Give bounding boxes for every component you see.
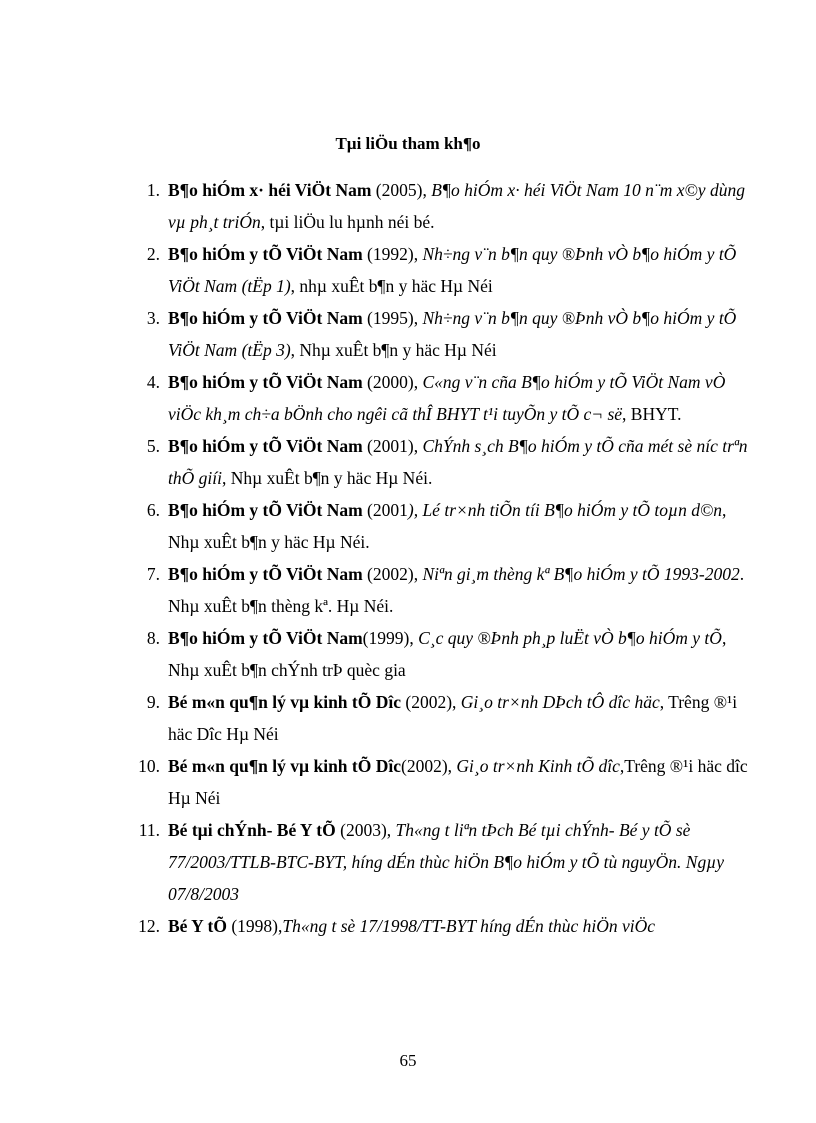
reference-work: ), Lé tr×nh tiÕn tíi B¶o hiÓm y tÕ toµn d©n <box>407 500 722 520</box>
reference-work: C¸c quy ®Þnh ph¸p luËt vÒ b¶o hiÓm y tÕ <box>418 628 722 648</box>
reference-author: Bé m«n qu¶n lý vµ kinh tÕ Dîc <box>168 756 401 776</box>
reference-number: 8. <box>146 628 160 648</box>
reference-item <box>120 366 760 430</box>
reference-rest: ,Trêng ®¹i häc dîc Hµ Néi <box>168 756 748 808</box>
reference-author: B¶o hiÓm y tÕ ViÖt Nam <box>168 628 363 648</box>
reference-author: B¶o hiÓm y tÕ ViÖt Nam <box>168 372 363 392</box>
reference-item <box>120 558 760 622</box>
reference-year: (1998), <box>226 916 283 936</box>
reference-author: Bé m«n qu¶n lý vµ kinh tÕ Dîc <box>168 692 401 712</box>
reference-work: B¶o hiÓm x· héi ViÖt Nam 10 n¨m x©y dùng vµ ph¸t triÓn <box>168 180 745 232</box>
reference-work: Nh÷ng v¨n b¶n quy ®Þnh vÒ b¶o hiÓm y tÕ ViÖt Nam (tËp 1) <box>168 244 737 296</box>
reference-number: 5. <box>146 436 160 456</box>
reference-item <box>120 622 760 686</box>
reference-year: (2005), <box>371 180 432 200</box>
reference-rest: , BHYT. <box>622 404 682 424</box>
reference-author: B¶o hiÓm y tÕ ViÖt Nam <box>168 500 363 520</box>
reference-number: 1. <box>146 180 160 200</box>
reference-year: (1999), <box>362 628 419 648</box>
reference-rest: , Nhµ xuÊt b¶n chÝnh trÞ quèc gia <box>168 628 727 680</box>
reference-year: (2000), <box>362 372 423 392</box>
reference-author: B¶o hiÓm x· héi ViÖt Nam <box>168 180 372 200</box>
reference-item <box>120 238 760 302</box>
reference-item <box>120 750 760 814</box>
reference-rest: , Nhµ xuÊt b¶n y häc Hµ Néi. <box>168 500 727 552</box>
page-title: Tµi liÖu tham kh¶o <box>335 134 481 153</box>
reference-number: 2. <box>146 244 160 264</box>
reference-rest: , Trêng ®¹i häc Dîc Hµ Néi <box>168 692 738 744</box>
reference-rest: , Nhµ xuÊt b¶n y häc Hµ Néi <box>290 340 497 360</box>
reference-work: Gi¸o tr×nh Kinh tÕ dîc <box>456 756 620 776</box>
page-number: 65 <box>399 1051 417 1070</box>
reference-rest: , nhµ xuÊt b¶n y häc Hµ Néi <box>290 276 493 296</box>
reference-work: ChÝnh s¸ch B¶o hiÓm y tÕ cña mét sè níc trªn thÕ giíi <box>168 436 748 488</box>
reference-rest: . Nhµ xuÊt b¶n thèng kª. Hµ Néi. <box>168 564 745 616</box>
reference-year: (1995), <box>362 308 423 328</box>
reference-item <box>120 174 760 238</box>
reference-number: 4. <box>146 372 160 392</box>
reference-item <box>120 494 760 558</box>
reference-year: (2003), <box>335 820 396 840</box>
reference-item <box>120 814 760 910</box>
reference-work: Th«ng t liªn tÞch Bé tµi chÝnh- Bé y tÕ sè 77/2003/TTLB-BTC-BYT, híng dÉn thùc hiÖn B¶o hiÓm y tÕ tù nguyÖn. Ngµy 07/8/2003 <box>168 820 725 904</box>
reference-work: Gi¸o tr×nh DÞch tÔ dîc häc <box>460 692 660 712</box>
reference-author: Bé tµi chÝnh- Bé Y tÕ <box>168 820 336 840</box>
reference-author: B¶o hiÓm y tÕ ViÖt Nam <box>168 564 363 584</box>
reference-number: 11. <box>138 820 160 840</box>
reference-number: 6. <box>146 500 160 520</box>
reference-number: 12. <box>138 916 160 936</box>
reference-rest: , Nhµ xuÊt b¶n y häc Hµ Néi. <box>221 468 433 488</box>
reference-author: B¶o hiÓm y tÕ ViÖt Nam <box>168 436 363 456</box>
reference-item <box>120 910 760 942</box>
reference-number: 3. <box>146 308 160 328</box>
reference-item <box>120 686 760 750</box>
reference-item <box>120 302 760 366</box>
reference-number: 9. <box>146 692 160 712</box>
reference-author: Bé Y tÕ <box>168 916 227 936</box>
reference-year: (2002), <box>401 756 457 776</box>
reference-year: (2002), <box>362 564 423 584</box>
reference-work: Th«ng t sè 17/1998/TT-BYT híng dÉn thùc hiÖn viÖc <box>282 916 656 936</box>
reference-year: (2001 <box>362 500 408 520</box>
reference-work: C«ng v¨n cña B¶o hiÓm y tÕ ViÖt Nam vÒ viÖc kh¸m ch÷a bÖnh cho ngêi cã thÎ BHYT t¹i tuyÕn y tÕ c¬ së <box>168 372 726 424</box>
reference-author: B¶o hiÓm y tÕ ViÖt Nam <box>168 244 363 264</box>
reference-list <box>120 174 760 942</box>
reference-work: Nh÷ng v¨n b¶n quy ®Þnh vÒ b¶o hiÓm y tÕ ViÖt Nam (tËp 3) <box>168 308 737 360</box>
reference-number: 10. <box>138 756 160 776</box>
reference-number: 7. <box>146 564 160 584</box>
reference-rest: , tµi liÖu lu hµnh néi bé. <box>260 212 435 232</box>
reference-year: (1992), <box>362 244 423 264</box>
reference-work: Niªn gi¸m thèng kª B¶o hiÓm y tÕ 1993-2002 <box>422 564 740 584</box>
reference-year: (2002), <box>401 692 461 712</box>
reference-year: (2001), <box>362 436 423 456</box>
reference-item <box>120 430 760 494</box>
reference-author: B¶o hiÓm y tÕ ViÖt Nam <box>168 308 363 328</box>
